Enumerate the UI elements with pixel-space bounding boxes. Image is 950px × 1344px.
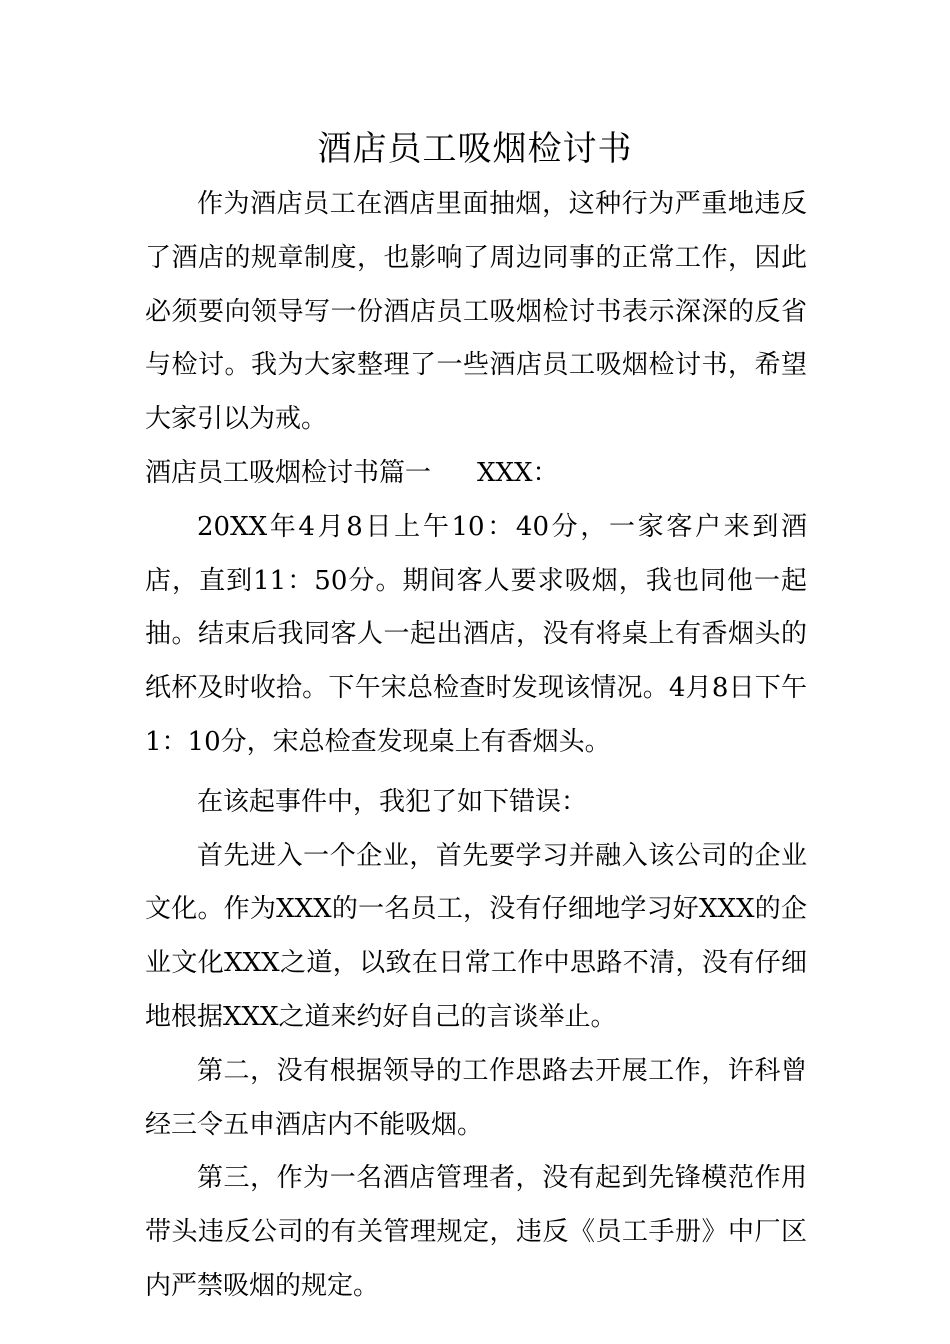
document-title: 酒店员工吸烟检讨书 xyxy=(317,129,633,169)
addressee: XXX： xyxy=(477,457,559,488)
body-paragraph: 20XX年4月8日上午10：40分，一家客户来到酒店，直到11：50分。期间客人要求吸烟，我也同他一起抽。结束后我同客人一起出酒店，没有将桌上有香烟头的纸杯及时收拾。下午宋总检查时发现该情况。4月8日下午1：10分，宋总检查发现桌上有香烟头。 xyxy=(145,511,807,757)
body-paragraph: 首先进入一个企业，首先要学习并融入该公司的企业文化。作为XXX的一名员工，没有仔细地学习好XXX的企业文化XXX之道，以致在日常工作中思路不清，没有仔细地根据XXX之道来约好自己的言谈举止。 xyxy=(145,840,807,1032)
section-heading-line xyxy=(145,447,807,501)
body-paragraph: 在该起事件中，我犯了如下错误： xyxy=(197,786,588,817)
body-paragraph: 第二，没有根据领导的工作思路去开展工作，许科曾经三令五申酒店内不能吸烟。 xyxy=(145,1055,807,1140)
document-body xyxy=(145,178,807,1314)
section-heading: 酒店员工吸烟检讨书篇一 xyxy=(145,457,432,488)
body-paragraph: 第三，作为一名酒店管理者，没有起到先锋模范作用带头违反公司的有关管理规定，违反《员工手册》中厂区内严禁吸烟的规定。 xyxy=(145,1163,807,1301)
intro-paragraph: 作为酒店员工在酒店里面抽烟，这种行为严重地违反了酒店的规章制度，也影响了周边同事的正常工作，因此必须要向领导写一份酒店员工吸烟检讨书表示深深的反省与检讨。我为大家整理了一些酒店员工吸烟检讨书，希望大家引以为戒。 xyxy=(145,189,807,435)
